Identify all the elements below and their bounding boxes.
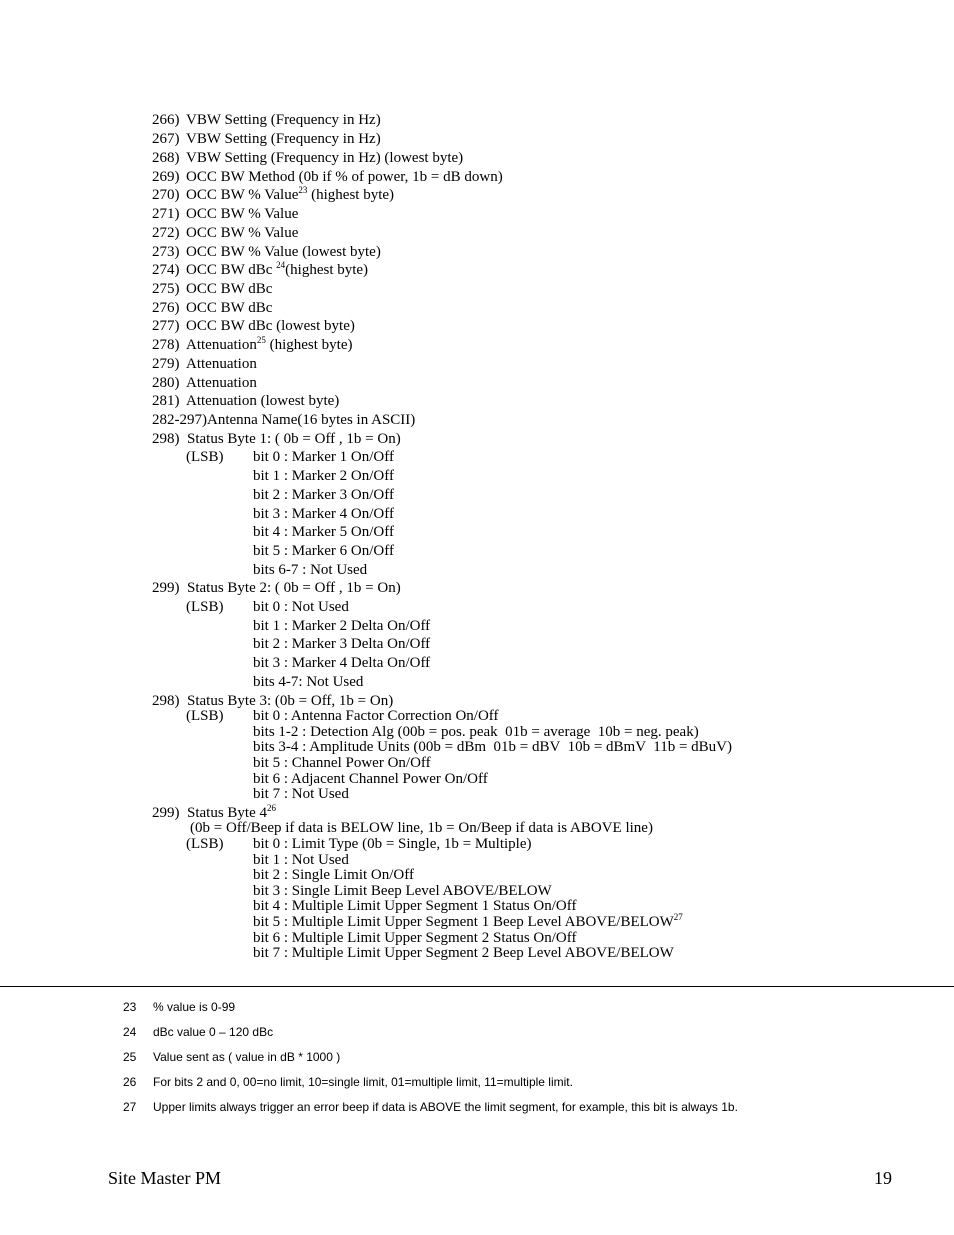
status-byte-4-bit: bit 3 : Single Limit Beep Level ABOVE/BELOW	[253, 883, 552, 899]
status-byte-4-bit: bit 2 : Single Limit On/Off	[253, 867, 414, 883]
entry-277: 277) OCC BW dBc (lowest byte)	[152, 318, 355, 334]
page-number: 19	[874, 1168, 892, 1188]
status-byte-4-lsb: (LSB)	[186, 836, 224, 852]
entry-278: 278) Attenuation$^{25}$ (highest byte)	[152, 335, 353, 353]
entry-273: 273) OCC BW % Value (lowest byte)	[152, 244, 381, 260]
status-byte-1-bit: bit 3 : Marker 4 On/Off	[253, 506, 394, 522]
status-byte-4-title: 299) Status Byte $4^{26}$	[152, 803, 276, 821]
entry-275: 275) OCC BW dBc	[152, 281, 273, 297]
entry-282-297: 282-297)Antenna Name(16 bytes in ASCII)	[152, 412, 416, 428]
status-byte-3-bit: bits 1-2 : Detection Alg (00b = pos. peak 01b = average 10b = neg. peak)	[253, 724, 699, 740]
footnote-ref-23: 23	[298, 185, 308, 195]
status-byte-4-bit: bit 5 : Multiple Limit Upper Segment 1 Beep Level ABOVE/BELOW$^{27}$	[253, 912, 683, 930]
status-byte-1-bit: bits 6-7 : Not Used	[253, 562, 368, 578]
entry-269: 269) OCC BW Method (0b if % of power, 1b = dB down)	[152, 169, 503, 185]
status-byte-1-lsb: (LSB)	[186, 449, 224, 465]
status-byte-1-bit: bit 2 : Marker 3 On/Off	[253, 487, 394, 503]
status-byte-2-bit: bit 3 : Marker 4 Delta On/Off	[253, 655, 431, 671]
status-byte-4-bit: bit 6 : Multiple Limit Upper Segment 2 Status On/Off	[253, 930, 577, 946]
footnote-ref-26: 26	[267, 803, 276, 813]
entry-266: 266) VBW Setting (Frequency in Hz)	[152, 112, 381, 128]
footer-title: Site Master PM	[108, 1168, 222, 1188]
status-byte-3-bit: bit 5 : Channel Power On/Off	[253, 755, 431, 771]
status-byte-2-lsb: (LSB)	[186, 599, 224, 615]
status-byte-2-bit: bit 2 : Marker 3 Delta On/Off	[253, 636, 431, 652]
footnote-24: 24 dBc value 0 – 120 dBc	[123, 1025, 274, 1039]
status-byte-4-bit: bit 1 : Not Used	[253, 852, 349, 868]
status-byte-2-bit: bit 0 : Not Used	[253, 599, 349, 615]
status-byte-1-bit: bit 0 : Marker 1 On/Off	[253, 449, 394, 465]
status-byte-4-bit: bit 7 : Multiple Limit Upper Segment 2 Beep Level ABOVE/BELOW	[253, 945, 674, 961]
footnote-23: 23 % value is 0-99	[123, 1000, 236, 1014]
footnote-separator	[0, 986, 954, 987]
footnote-ref-27: 27	[673, 912, 683, 922]
status-byte-1-bit: bit 5 : Marker 6 On/Off	[253, 543, 394, 559]
footnote-26: 26 For bits 2 and 0, 00=no limit, 10=single limit, 01=multiple limit, 11=multiple limit.	[123, 1075, 573, 1089]
entry-279: 279) Attenuation	[152, 356, 257, 372]
footnote-25: 25 Value sent as ( value in dB * 1000 )	[123, 1050, 341, 1064]
entry-271: 271) OCC BW % Value	[152, 206, 299, 222]
entry-270: 270) OCC BW % Value$^{23}$ (highest byte)	[152, 185, 395, 203]
status-byte-3-bit: bit 7 : Not Used	[253, 786, 349, 802]
footnote-ref-25: 25	[256, 335, 266, 345]
status-byte-2-title: 299) Status Byte 2: ( 0b = Off , 1b = On)	[152, 580, 401, 596]
status-byte-4-subtitle: (0b = Off/Beep if data is BELOW line, 1b = On/Beep if data is ABOVE line)	[190, 820, 653, 836]
status-byte-1-bit: bit 1 : Marker 2 On/Off	[253, 468, 394, 484]
entry-267: 267) VBW Setting (Frequency in Hz)	[152, 131, 381, 147]
status-byte-4-bit: bit 0 : Limit Type (0b = Single, 1b = Multiple)	[253, 836, 532, 852]
status-byte-4-bit: bit 4 : Multiple Limit Upper Segment 1 Status On/Off	[253, 898, 577, 914]
status-byte-3-title: 298) Status Byte 3: (0b = Off, 1b = On)	[152, 693, 394, 709]
status-byte-2-bit: bit 1 : Marker 2 Delta On/Off	[253, 618, 431, 634]
status-byte-1-title: 298) Status Byte 1: ( 0b = Off , 1b = On)	[152, 431, 401, 447]
status-byte-3-bit: bit 6 : Adjacent Channel Power On/Off	[253, 771, 488, 787]
entry-268: 268) VBW Setting (Frequency in Hz) (lowest byte)	[152, 150, 464, 166]
status-byte-3-bit: bit 0 : Antenna Factor Correction On/Off	[253, 708, 499, 724]
entry-276: 276) OCC BW dBc	[152, 300, 273, 316]
status-byte-1-bit: bit 4 : Marker 5 On/Off	[253, 524, 394, 540]
entry-274: 274) OCC BW dBc $^{24}$(highest byte)	[152, 260, 369, 278]
status-byte-3-bit: bits 3-4 : Amplitude Units (00b = dBm 01b = dBV 10b = dBmV 11b = dBuV)	[253, 739, 733, 755]
status-byte-3-lsb: (LSB)	[186, 708, 224, 724]
entry-280: 280) Attenuation	[152, 375, 257, 391]
entry-281: 281) Attenuation (lowest byte)	[152, 393, 340, 409]
footnote-ref-24: 24	[276, 260, 286, 270]
entry-272: 272) OCC BW % Value	[152, 225, 299, 241]
status-byte-2-bit: bits 4-7: Not Used	[253, 674, 364, 690]
footnote-27: 27 Upper limits always trigger an error beep if data is ABOVE the limit segment, for example, this bit is always 1b.	[123, 1100, 738, 1114]
